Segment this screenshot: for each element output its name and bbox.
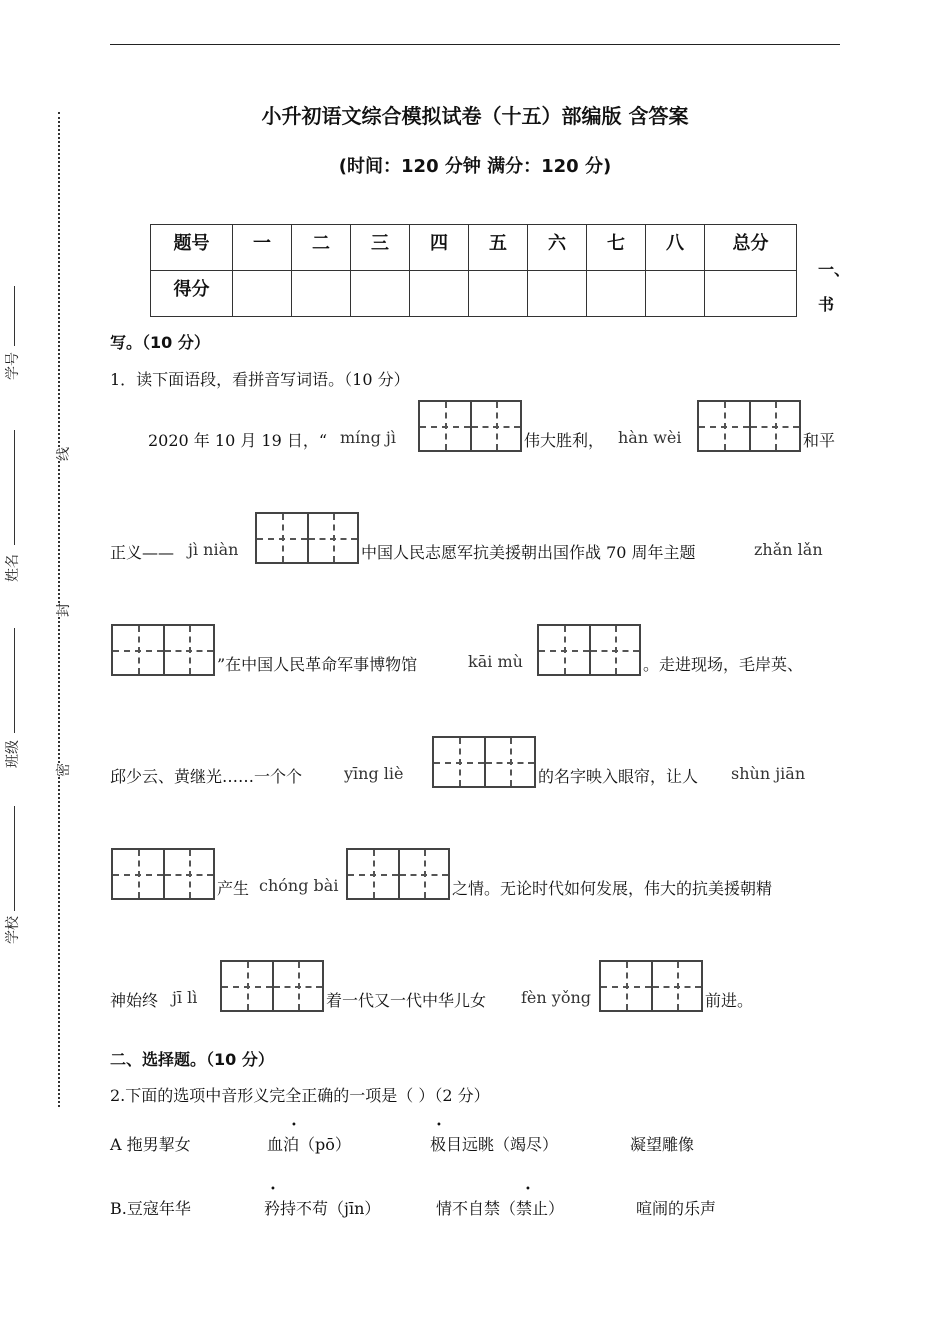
option-b-item[interactable]: 情不自禁（禁止） bbox=[436, 1199, 565, 1218]
field-school-label: 学校 bbox=[5, 916, 21, 944]
answer-box-zhanlan[interactable] bbox=[111, 624, 215, 676]
passage-text: 2020 年 10 月 19 日，“ bbox=[148, 431, 328, 450]
answer-box-yinglie[interactable] bbox=[432, 736, 536, 788]
pinyin-mingji: míng jì bbox=[340, 428, 396, 447]
answer-box-shunjian[interactable] bbox=[111, 848, 215, 900]
section1-heading-char: 书 bbox=[818, 295, 835, 314]
score-row-label: 得分 bbox=[151, 271, 233, 317]
emphasis-dot: • bbox=[525, 1184, 531, 1195]
section1-heading-number: 一、 bbox=[818, 260, 851, 279]
seal-mark-line: 线 bbox=[53, 447, 73, 461]
answer-box-hanwei[interactable] bbox=[697, 400, 801, 452]
score-cell[interactable] bbox=[351, 271, 410, 317]
emphasis-dot: • bbox=[291, 1120, 297, 1131]
passage-text: 之情。无论时代如何发展，伟大的抗美援朝精 bbox=[452, 879, 773, 898]
pinyin-shunjian: shùn jiān bbox=[731, 764, 806, 783]
passage-text: 神始终 bbox=[110, 991, 159, 1010]
question-2: 2.下面的选项中音形义完全正确的一项是（ ）（2 分） bbox=[110, 1086, 490, 1105]
score-cell[interactable] bbox=[292, 271, 351, 317]
answer-box-chongbai[interactable] bbox=[346, 848, 450, 900]
field-class-label: 班级 bbox=[5, 740, 21, 768]
emphasis-dot: • bbox=[436, 1120, 442, 1131]
passage-text: 的名字映入眼帘，让人 bbox=[538, 767, 699, 786]
question-1: 1．读下面语段，看拼音写词语。（10 分） bbox=[110, 370, 410, 389]
answer-box-jinian[interactable] bbox=[255, 512, 359, 564]
answer-box-fenyong[interactable] bbox=[599, 960, 703, 1012]
field-school-line bbox=[14, 806, 15, 911]
field-class-line bbox=[14, 628, 15, 733]
seal-mark-secret: 密 bbox=[53, 763, 73, 777]
passage-text: 中国人民志愿军抗美援朝出国作战 70 周年主题 bbox=[361, 543, 696, 562]
pinyin-zhanlan: zhǎn lǎn bbox=[754, 540, 823, 559]
passage-text: 前进。 bbox=[705, 991, 754, 1010]
option-a-item[interactable]: 极目远眺（竭尽） bbox=[430, 1135, 559, 1154]
option-a-item[interactable]: 凝望雕像 bbox=[630, 1135, 695, 1154]
passage-text: 产生 bbox=[217, 879, 250, 898]
score-header-cell: 五 bbox=[469, 225, 528, 271]
answer-box-mingji[interactable] bbox=[418, 400, 522, 452]
score-header-cell: 总分 bbox=[705, 225, 797, 271]
pinyin-fenyong: fèn yǒng bbox=[521, 988, 591, 1007]
answer-box-kaimu[interactable] bbox=[537, 624, 641, 676]
pinyin-chongbai: chóng bài bbox=[259, 876, 339, 895]
score-header-cell: 六 bbox=[528, 225, 587, 271]
section2-heading: 二、选择题。（10 分） bbox=[110, 1050, 274, 1069]
score-cell[interactable] bbox=[233, 271, 292, 317]
score-cell[interactable] bbox=[469, 271, 528, 317]
header-rule bbox=[110, 44, 840, 45]
option-a-item[interactable]: A 拖男挈女 bbox=[110, 1135, 191, 1154]
score-cell[interactable] bbox=[705, 271, 797, 317]
pinyin-yinglie: yīng liè bbox=[344, 764, 404, 783]
option-a-item[interactable]: 血泊（pō） bbox=[267, 1135, 351, 1154]
pinyin-kaimu: kāi mù bbox=[468, 652, 523, 671]
score-header-cell: 三 bbox=[351, 225, 410, 271]
passage-text: 正义—— bbox=[110, 543, 175, 562]
passage-text: ”在中国人民革命军事博物馆 bbox=[217, 655, 418, 674]
passage-text: 。走进现场，毛岸英、 bbox=[643, 655, 804, 674]
score-cell[interactable] bbox=[410, 271, 469, 317]
score-table bbox=[150, 224, 797, 317]
score-header-cell: 四 bbox=[410, 225, 469, 271]
passage-text: 邱少云、黄继光……一个个 bbox=[110, 767, 303, 786]
score-table-header-row bbox=[151, 225, 797, 271]
seal-mark-seal: 封 bbox=[53, 603, 73, 617]
score-cell[interactable] bbox=[587, 271, 646, 317]
score-header-cell: 一 bbox=[233, 225, 292, 271]
pinyin-hanwei: hàn wèi bbox=[618, 428, 682, 447]
score-header-cell: 八 bbox=[646, 225, 705, 271]
score-header-cell: 题号 bbox=[151, 225, 233, 271]
score-header-cell: 二 bbox=[292, 225, 351, 271]
option-b-item[interactable]: 喧闹的乐声 bbox=[636, 1199, 717, 1218]
page-title: 小升初语文综合模拟试卷（十五）部编版 含答案 bbox=[261, 104, 689, 128]
answer-box-jili[interactable] bbox=[220, 960, 324, 1012]
score-cell[interactable] bbox=[528, 271, 587, 317]
score-cell[interactable] bbox=[646, 271, 705, 317]
field-student-id-label: 学号 bbox=[5, 352, 21, 380]
pinyin-jinian: jì niàn bbox=[188, 540, 239, 559]
pinyin-jili: jī lì bbox=[172, 988, 198, 1007]
field-name-line bbox=[14, 430, 15, 545]
passage-text: 着一代又一代中华儿女 bbox=[326, 991, 487, 1010]
section1-heading-rest: 写。（10 分） bbox=[110, 333, 210, 352]
field-name-label: 姓名 bbox=[5, 554, 21, 582]
passage-text: 伟大胜利， bbox=[524, 431, 605, 450]
passage-text: 和平 bbox=[803, 431, 836, 450]
field-student-id-line bbox=[14, 286, 15, 346]
option-b-item[interactable]: B.豆寇年华 bbox=[110, 1199, 191, 1218]
score-table-score-row bbox=[151, 271, 797, 317]
page-subtitle: (时间：120 分钟 满分：120 分) bbox=[338, 156, 612, 177]
emphasis-dot: • bbox=[270, 1184, 276, 1195]
option-b-item[interactable]: 矜持不苟（jīn） bbox=[264, 1199, 381, 1218]
score-header-cell: 七 bbox=[587, 225, 646, 271]
